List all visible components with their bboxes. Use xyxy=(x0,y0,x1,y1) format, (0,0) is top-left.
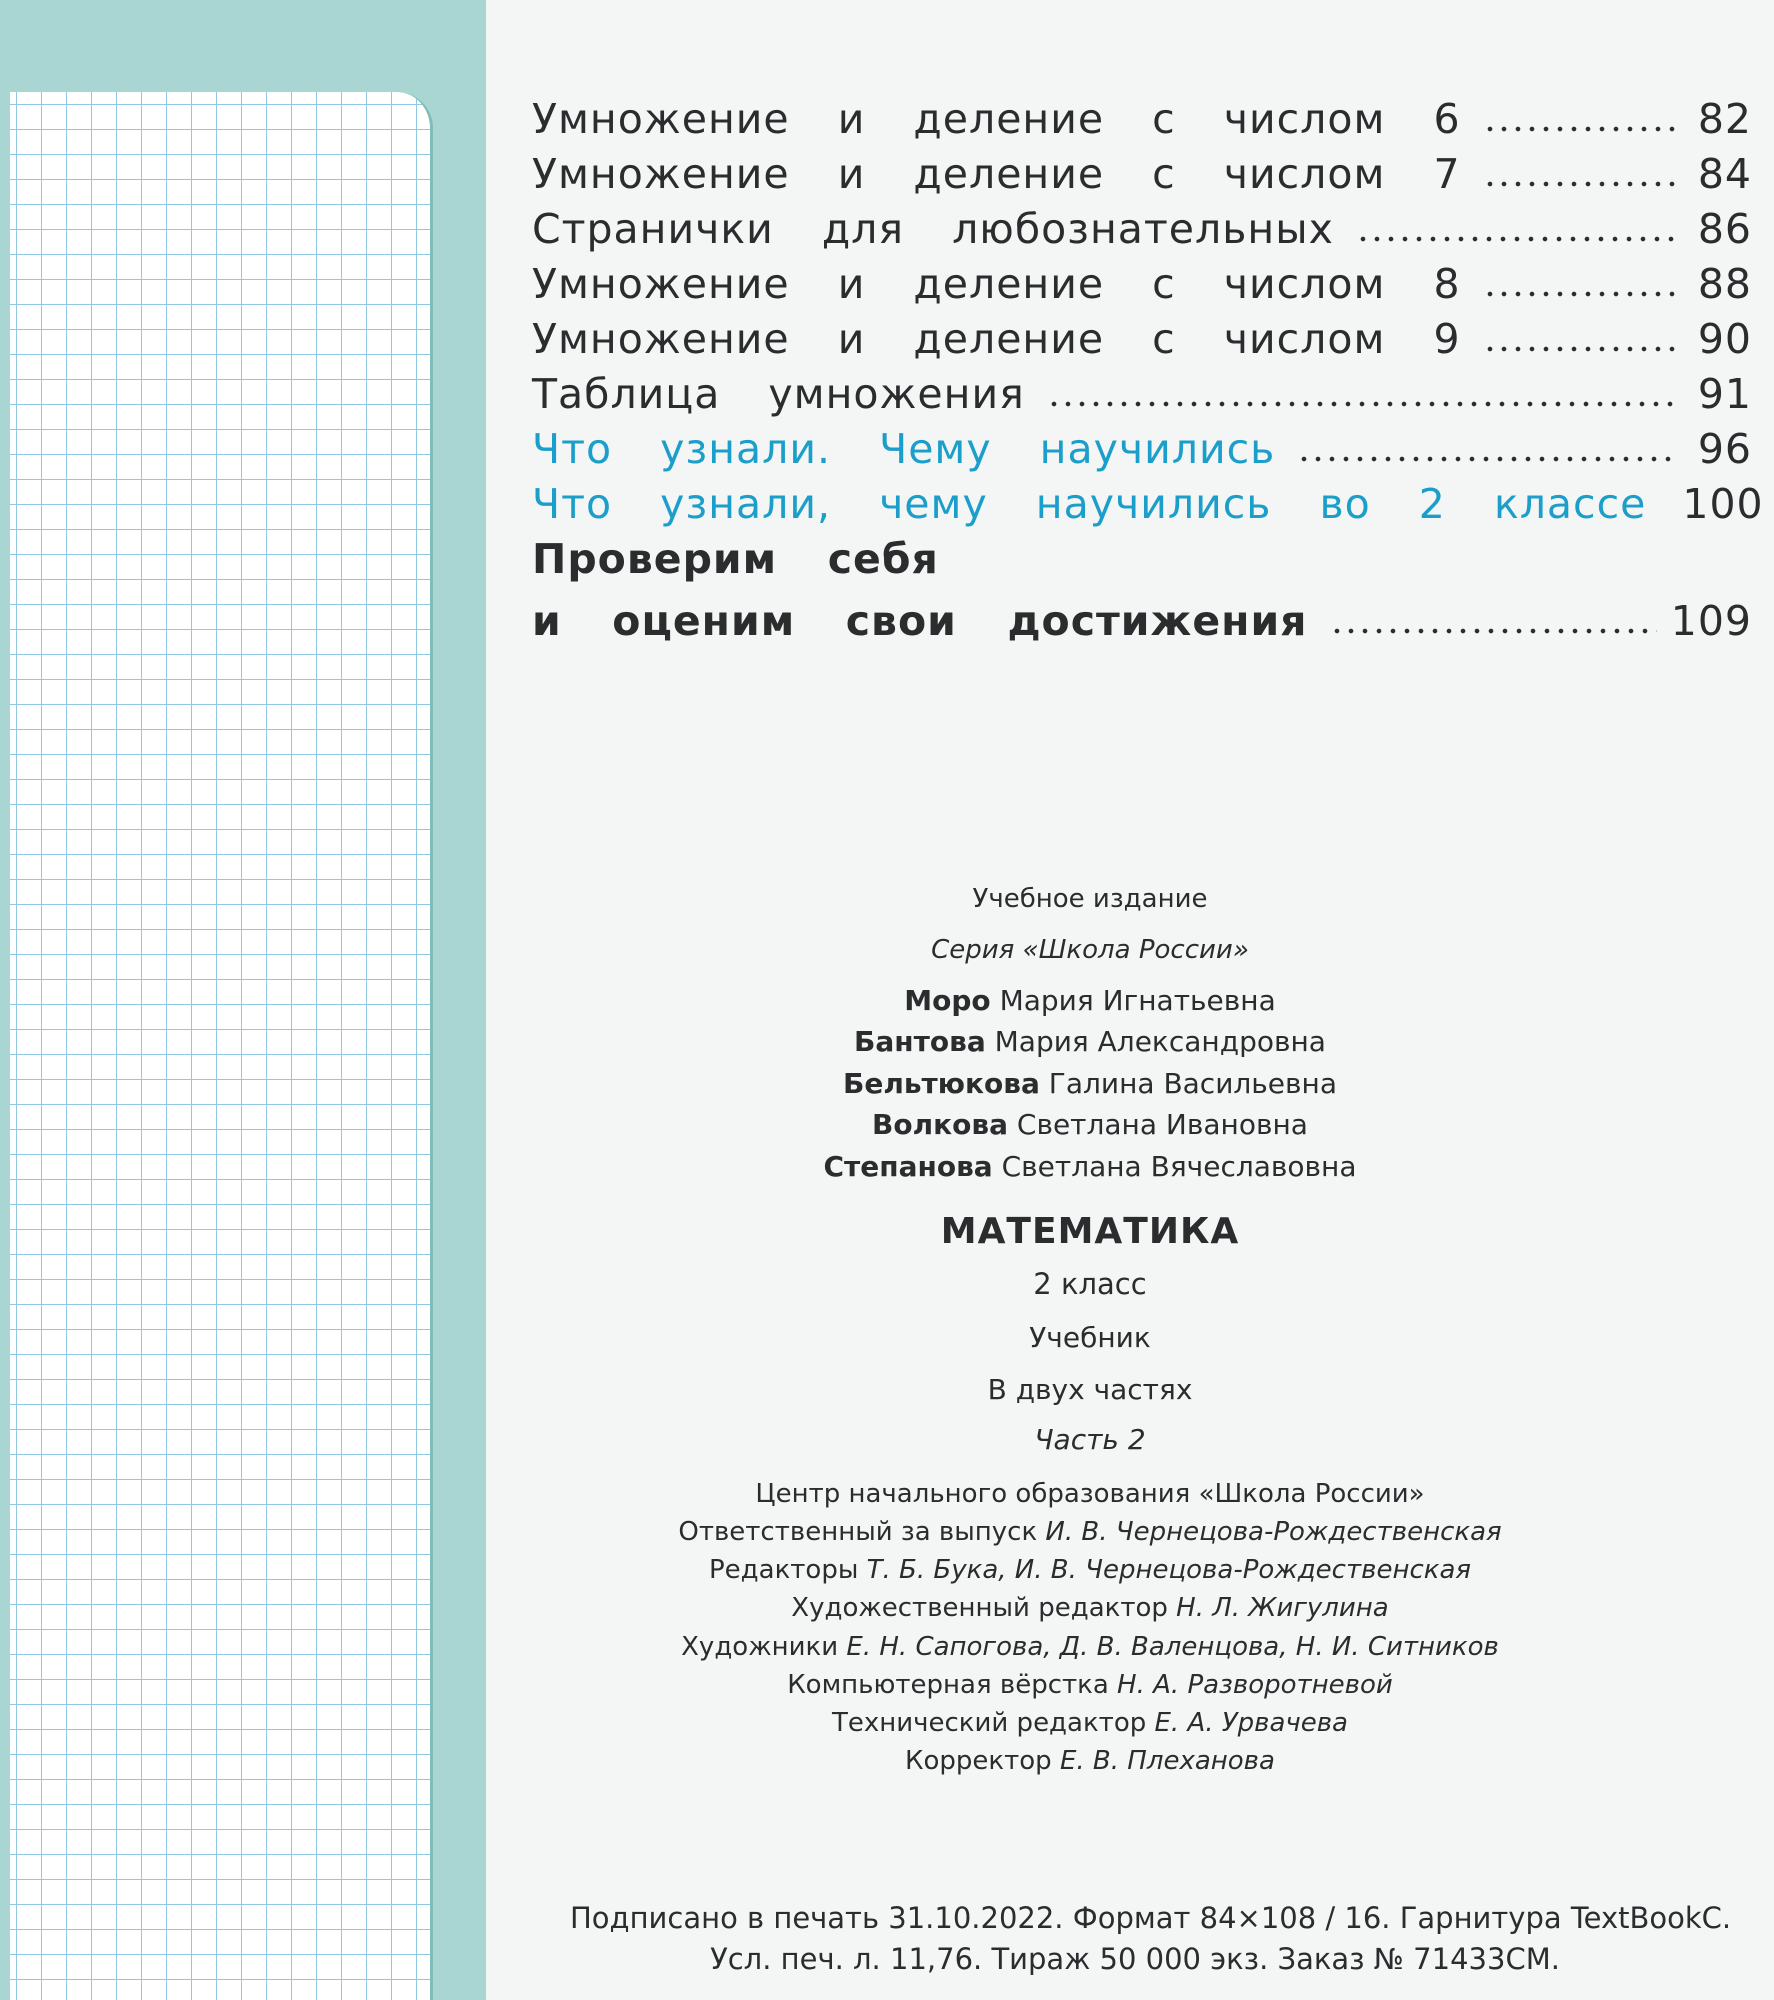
author xyxy=(560,1021,1620,1062)
author xyxy=(560,980,1620,1021)
part-label: Часть 2 xyxy=(1034,1422,1146,1456)
toc-entry-title: Умножение и деление с числом 8 xyxy=(532,260,1461,308)
authors-list xyxy=(560,980,1620,1187)
book-type: Учебник xyxy=(1029,1320,1151,1354)
author-name: Мария Игнатьевна xyxy=(999,984,1276,1017)
publisher-center: Центр начального образования «Школа России» xyxy=(755,1478,1425,1509)
author-name: Мария Александровна xyxy=(994,1025,1326,1059)
credit-role: Корректор xyxy=(905,1746,1052,1777)
toc-leader-dots xyxy=(1356,235,1678,243)
toc-entry-page: 91 xyxy=(1697,370,1752,418)
toc-leader-dots xyxy=(1297,455,1678,463)
toc-entry-page: 96 xyxy=(1697,425,1752,473)
toc-entry-highlighted xyxy=(532,480,1764,535)
toc-entry xyxy=(532,370,1752,425)
credit-person: Е. А. Урвачева xyxy=(1154,1708,1348,1738)
credit-person: Н. Л. Жигулина xyxy=(1176,1593,1389,1624)
edition-label: Учебное издание xyxy=(972,884,1208,914)
toc-entry-title: Что узнали. Чему научились xyxy=(532,425,1276,473)
credit-role: Ответственный за выпуск xyxy=(678,1516,1038,1547)
toc-entry-page: 82 xyxy=(1697,95,1752,143)
author-surname: Бельтюкова xyxy=(842,1066,1040,1100)
toc-entry xyxy=(532,95,1752,150)
imprint-block xyxy=(560,880,1620,1780)
credit-line xyxy=(560,1628,1620,1666)
credit-role: Художественный редактор xyxy=(791,1593,1168,1624)
parts-label: В двух частях xyxy=(987,1372,1193,1406)
book-title: МАТЕМАТИКА xyxy=(940,1211,1240,1253)
toc-entry-title: Умножение и деление с числом 9 xyxy=(532,315,1461,363)
author-surname: Степанова xyxy=(823,1149,993,1183)
toc-entry-highlighted xyxy=(532,425,1752,480)
credit-role: Редакторы xyxy=(708,1555,859,1586)
print-info-line: Усл. печ. л. 11,76. Тираж 50 000 экз. Заказ № 71433СМ. xyxy=(710,1942,1560,1977)
credit-person: Е. Н. Сапогова, Д. В. Валенцова, Н. И. Ситников xyxy=(846,1631,1499,1662)
credit-line xyxy=(560,1589,1620,1627)
toc-entry-title: Проверим себя xyxy=(532,535,939,583)
credits-list xyxy=(560,1475,1620,1781)
credit-person: Т. Б. Бука, И. В. Чернецова-Рождественская xyxy=(866,1555,1472,1586)
toc-entry xyxy=(532,205,1752,260)
toc-entry-title: Странички для любознательных xyxy=(532,205,1334,253)
table-of-contents xyxy=(532,95,1764,659)
toc-entry-title: Умножение и деление с числом 7 xyxy=(532,150,1461,198)
toc-leader-dots xyxy=(1483,290,1678,298)
toc-entry-page: 109 xyxy=(1670,597,1752,645)
toc-entry-page: 100 xyxy=(1682,480,1764,528)
author-name: Галина Васильевна xyxy=(1048,1066,1337,1100)
credit-line xyxy=(560,1551,1620,1589)
author xyxy=(560,1146,1620,1187)
credit-role: Технический редактор xyxy=(831,1708,1147,1738)
author-surname: Моро xyxy=(904,984,991,1017)
print-info xyxy=(570,1898,1732,1980)
toc-entry-title: Что узнали, чему научились во 2 классе xyxy=(532,480,1647,528)
toc-entry-page: 84 xyxy=(1697,150,1752,198)
credit-role: Компьютерная вёрстка xyxy=(787,1669,1109,1700)
credit-person: Н. А. Разворотневой xyxy=(1117,1669,1393,1700)
credit-line xyxy=(560,1666,1620,1704)
series-label: Серия «Школа России» xyxy=(931,935,1249,965)
author-surname: Бантова xyxy=(854,1025,986,1059)
author-name: Светлана Ивановна xyxy=(1016,1108,1308,1142)
print-info-line: Подписано в печать 31.10.2022. Формат 84×108 / 16. Гарнитура TextBookC. xyxy=(570,1901,1732,1935)
author-surname: Волкова xyxy=(872,1108,1008,1142)
credit-line xyxy=(560,1513,1620,1551)
toc-leader-dots xyxy=(1483,180,1678,188)
toc-leader-dots xyxy=(1047,400,1678,408)
toc-entry-bold xyxy=(532,597,1752,659)
toc-leader-dots xyxy=(1483,125,1678,133)
credit-line xyxy=(560,1704,1620,1742)
toc-entry-title: Умножение и деление с числом 6 xyxy=(532,95,1461,143)
toc-entry-page: 90 xyxy=(1697,315,1752,363)
grade-label: 2 класс xyxy=(1033,1267,1147,1302)
toc-leader-dots xyxy=(1330,627,1657,635)
credit-line xyxy=(560,1742,1620,1780)
toc-leader-dots xyxy=(1483,345,1678,353)
author xyxy=(560,1104,1620,1145)
toc-entry-title: и оценим свои достижения xyxy=(532,597,1308,645)
toc-entry-bold xyxy=(532,535,1752,597)
grid-paper-illustration xyxy=(10,92,433,2000)
toc-entry-page: 88 xyxy=(1697,260,1752,308)
toc-entry xyxy=(532,315,1752,370)
author-name: Светлана Вячеславовна xyxy=(1001,1149,1357,1183)
toc-entry-title: Таблица умножения xyxy=(532,370,1025,418)
toc-entry xyxy=(532,260,1752,315)
toc-entry xyxy=(532,150,1752,205)
toc-entry-page: 86 xyxy=(1697,205,1752,253)
author xyxy=(560,1063,1620,1104)
credit-person: И. В. Чернецова-Рождественская xyxy=(1045,1516,1502,1547)
credit-role: Художники xyxy=(681,1631,839,1662)
credit-person: Е. В. Плеханова xyxy=(1059,1746,1275,1777)
